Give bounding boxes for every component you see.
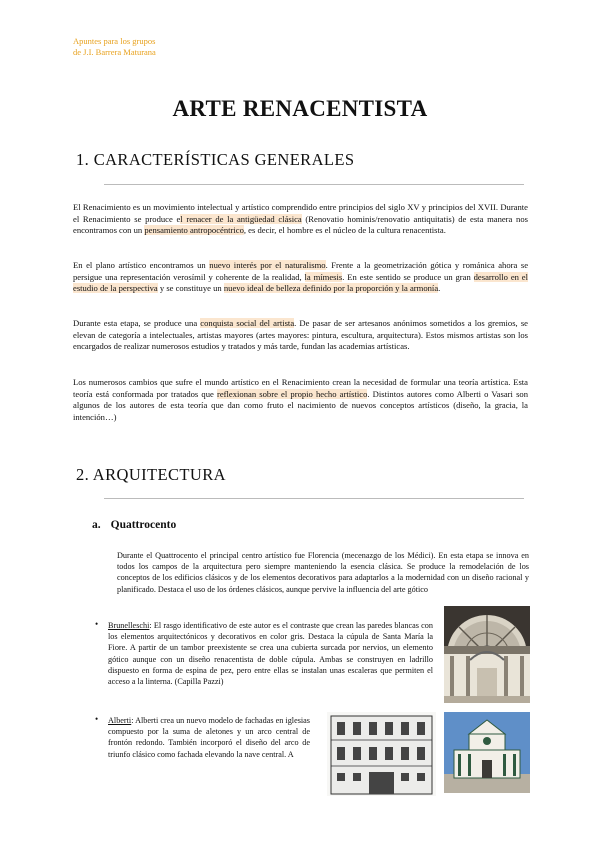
section2-divider: [104, 498, 524, 499]
highlight: desarrollo en el estudio de la perspectiva: [73, 271, 528, 294]
highlight: nuevo ideal de belleza definido por la proporción y la armonía: [223, 283, 439, 294]
subsection-heading: [92, 519, 176, 531]
page-title: ARTE RENACENTISTA: [172, 96, 428, 121]
palazzo-facade-drawing: [327, 712, 436, 796]
subsection-letter: a.: [92, 519, 101, 531]
section2-heading: 2. ARQUITECTURA: [76, 465, 226, 484]
highlight: l renacer de la antigüedad clásica: [180, 213, 302, 224]
highlight: conquista social del artista: [200, 318, 295, 328]
bullet-icon: •: [95, 714, 99, 724]
highlight: nuevo interés por el naturalismo: [209, 260, 326, 270]
paragraph-4: Los numerosos cambios que sufre el mundo artístico en el Renacimiento crean la necesidad de formular una teoría artística. Esta teoría está conformada por tratados que reflexionan sobre el propio hecho artístico. Distintos autores como Alberti o Vasari son algunos de los autores de esta teoría que dan como fruto el nacimiento de nuevos conceptos artísticos (diseño, la gracia, la intención…): [73, 377, 529, 422]
highlight: reflexionan sobre el propio hecho artístico: [216, 388, 368, 399]
author-name: Brunelleschi: [108, 621, 150, 630]
subsection-title: Quattrocento: [110, 519, 177, 531]
church-facade-photo: [444, 712, 530, 793]
paragraph-2: En el plano artístico encontramos un nuevo interés por el naturalismo. Frente a la geometrización gótica y románica ahora se persigue una representación verosímil y coherente de la realidad, la mímesis. En este sentido se produce un gran desarrollo en el estudio de la perspectiva y se constituye un nuevo ideal de belleza definido por la proporción y la armonía.: [73, 260, 529, 294]
header-note: [73, 36, 156, 58]
highlight: pensamiento antropocéntrico: [144, 225, 244, 236]
section1-divider: [104, 184, 524, 185]
paragraph-3: Durante esta etapa, se produce una conquista social del artista. De pasar de ser artesanos anónimos sometidos a los gremios, se elevan de categoría a intelectuales, artistas mayores (artes mayores: pintura, escultura, arquitectura). Estos mismos artistas son los encargados de realizar numerosos estudios y tratados y más tarde, fundan las academias artísticas.: [73, 318, 528, 352]
bullet-icon: •: [95, 619, 99, 629]
paragraph-1: El Renacimiento es un movimiento intelectual y artístico comprendido entre principios del siglo XV y principios del XVII. Durante el Renacimiento se produce el renacer de la antigüedad clásica (Renovatio hominis/renovatio antiquitatis) de esta manera nos encontramos con un pensamiento antropocéntrico, es decir, el hombre es el núcleo de la cultura renacentista.: [73, 202, 528, 236]
header-note-line2: de J.I. Barrera Maturana: [73, 47, 156, 57]
section1-heading: 1. CARACTERÍSTICAS GENERALES: [76, 150, 355, 169]
brunelleschi-paragraph: Brunelleschi: El rasgo identificativo de este autor es el contraste que crean las paredes blancas con los elementos arquitectónicos y decorativos en color gris. Destaca la cúpula de Santa María la Fiore. A partir de un tambor preexistente se crea una cubierta surcada por nervios, un elemento gótico aunque con un diseño renacentista de doble cúpula. Ambas se construyen en ladrillo dispuesto en forma de espina de pez, pero entre ellas se instalan unas escaleras que permiten el acceso a la linterna. (Capilla Pazzi): [108, 621, 433, 687]
author-name: Alberti: [108, 716, 132, 725]
quattrocento-paragraph: Durante el Quattrocento el principal centro artístico fue Florencia (mecenazgo de los Médici). En esta etapa se innova en todos los campos de la arquitectura pero siempre manteniendo la esencia clásica. Se produce la remodelación de los conceptos de los edificios clásicos y de los elementos decorativos para adaptarlos a la modernidad con un diseño racional y planificado. Destaca el uso de los órdenes clásicos, aunque pervive la influencia del arte gótico: [117, 551, 529, 594]
header-note-line1: Apuntes para los grupos: [73, 36, 156, 46]
interior-photo: [444, 646, 530, 703]
alberti-paragraph: Alberti: Alberti crea un nuevo modelo de fachadas en iglesias compuesto por la suma de aletones y un arco central de frontón redondo. También incorporó el diseño del arco de triunfo clásico como fachada elevando la nave central. A: [108, 716, 310, 759]
highlight: la mímesis: [304, 271, 343, 282]
